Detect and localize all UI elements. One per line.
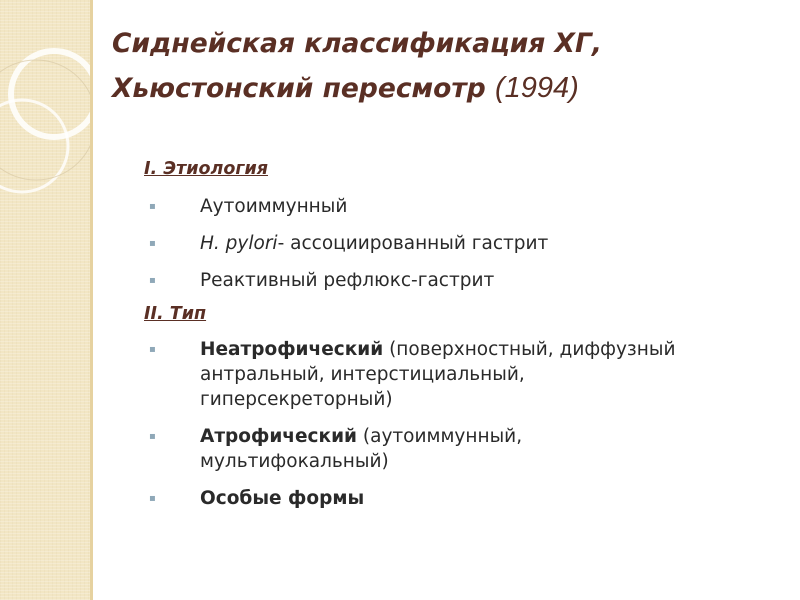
item-text-line-2: мультифокальный)	[200, 451, 389, 472]
item-text: Реактивный рефлюкс-гастрит	[200, 270, 495, 291]
decorative-sidebar	[0, 0, 93, 600]
bullet-icon: ▪	[149, 201, 156, 212]
title-line-2	[112, 66, 782, 111]
title-year: (1994)	[494, 72, 579, 104]
item-text: - ассоциированный гастрит	[277, 233, 549, 254]
bullet-icon: ▪	[149, 344, 156, 355]
item-text: (аутоиммунный,	[357, 426, 523, 447]
item-bold-text: Атрофический	[200, 426, 358, 447]
bullet-icon: ▪	[149, 275, 156, 286]
section-heading-etiology: I. Этиология	[144, 159, 269, 179]
item-text-line-3: гиперсекреторный)	[200, 389, 393, 410]
item-bold-text: Особые формы	[200, 488, 365, 509]
bullet-icon: ▪	[149, 493, 156, 504]
bullet-icon: ▪	[149, 431, 156, 442]
list-item-reactive-reflux	[144, 268, 780, 293]
item-text: (поверхностный, диффузный	[383, 339, 676, 360]
title-line-2-text: Хьюстонский пересмотр	[112, 73, 486, 104]
item-bold-text: Неатрофический	[200, 339, 384, 360]
list-item-h-pylori	[144, 231, 780, 256]
section-heading-type: II. Тип	[144, 304, 207, 324]
title-line-1: Сиднейская классификация ХГ,	[112, 28, 602, 59]
item-italic-text: H. pylori	[200, 233, 278, 254]
item-text: Аутоиммунный	[200, 196, 348, 217]
item-text-line-2: антральный, интерстициальный,	[200, 364, 525, 385]
list-item-non-atrophic	[144, 337, 780, 412]
list-item-atrophic	[144, 424, 780, 474]
list-item-autoimmune	[144, 194, 780, 219]
bullet-icon: ▪	[149, 238, 156, 249]
decorative-rings	[0, 0, 90, 600]
slide-content	[144, 156, 780, 511]
list-item-special-forms	[144, 486, 780, 511]
slide-title	[112, 22, 782, 111]
